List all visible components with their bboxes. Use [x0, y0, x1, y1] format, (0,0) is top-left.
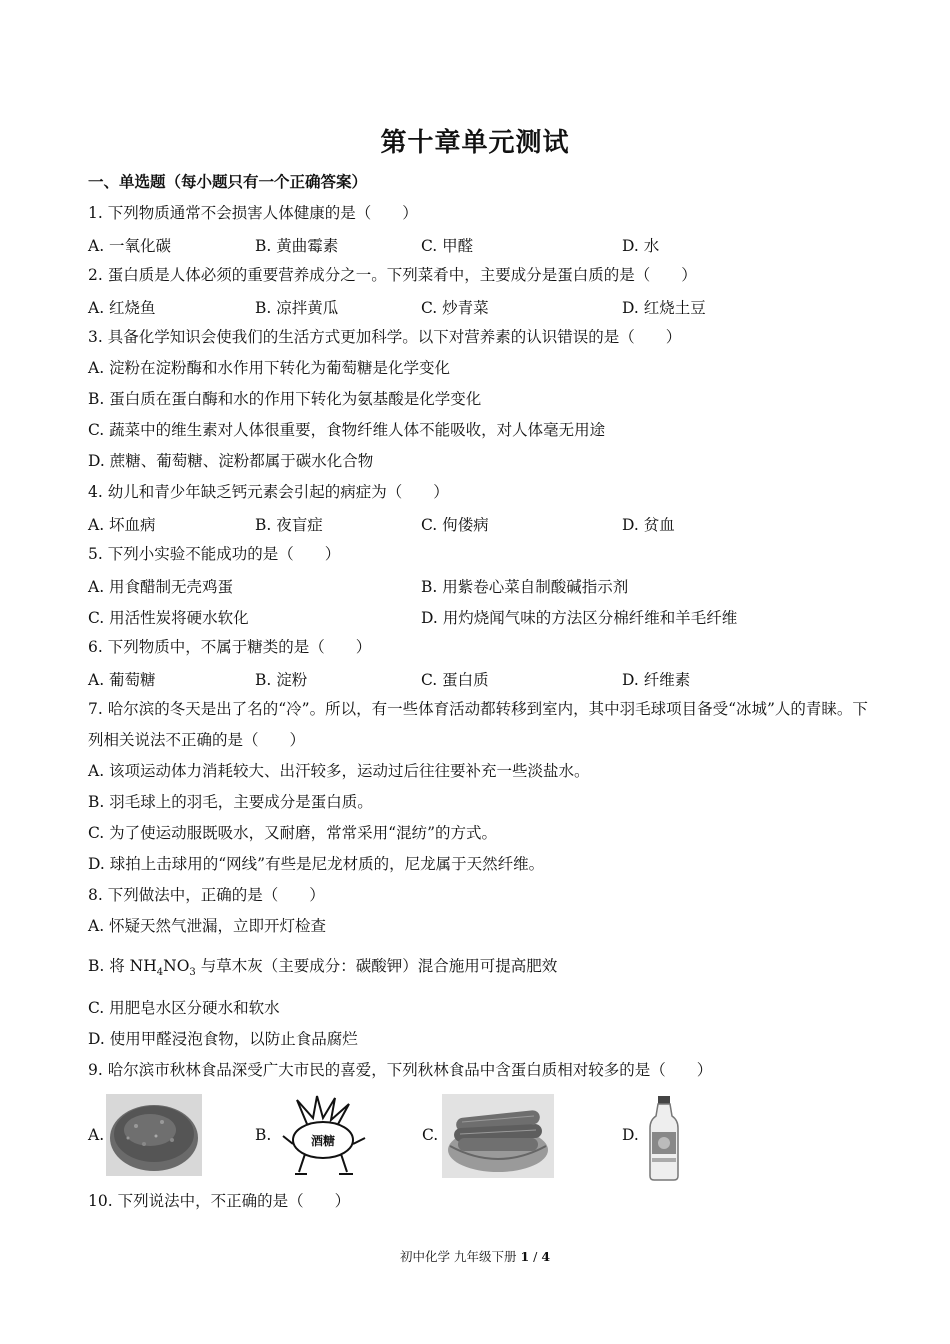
question-4-stem: 4. 幼儿和青少年缺乏钙元素会引起的病症为（ ）	[88, 483, 449, 501]
option-a: A. 葡萄糖	[88, 671, 156, 689]
question-1-stem: 1. 下列物质通常不会损害人体健康的是（ ）	[88, 204, 418, 222]
question-8-option-b: B. 将 $NH_4NO_3$ 与草木灰（主要成分：碳酸钾）混合施用可提高肥效	[88, 957, 558, 978]
option-d: D. 水	[622, 237, 660, 255]
option-c: C. 甲醛	[421, 237, 474, 255]
option-b: B. 淀粉	[255, 671, 308, 689]
option-b: B. 凉拌黄瓜	[255, 299, 339, 317]
question-7-stem: 7. 哈尔滨的冬天是出了名的“冷”。所以，有一些体育活动都转移到室内，其中羽毛球项目备受“冰城”人的青睐。下列相关说法不正确的是（ ）	[88, 700, 868, 749]
page-footer: 初中化学 九年级下册 1 / 4	[399, 1249, 551, 1264]
option-c: C. 蛋白质	[421, 671, 489, 689]
option-d: D. 用灼烧闻气味的方法区分棉纤维和羊毛纤维	[421, 609, 738, 627]
question-6-options	[88, 668, 878, 688]
question-3-stem: 3. 具备化学知识会使我们的生活方式更加科学。以下对营养素的认识错误的是（ ）	[88, 328, 682, 346]
question-5-options-cd	[88, 606, 878, 626]
question-3-option-b: B. 蛋白质在蛋白酶和水的作用下转化为氨基酸是化学变化	[88, 390, 482, 408]
question-8-option-d: D. 使用甲醛浸泡食物，以防止食品腐烂	[88, 1030, 358, 1048]
option-b: B. 用紫卷心菜自制酸碱指示剂	[421, 578, 629, 596]
section-heading: 一、单选题（每小题只有一个正确答案）	[88, 172, 368, 191]
question-2-options	[88, 296, 878, 316]
question-9-option-c: C.	[422, 1094, 562, 1178]
page-title: 第十章单元测试	[380, 128, 570, 158]
option-c: C. 用活性炭将硬水软化	[88, 609, 249, 627]
option-a: A. 用食醋制无壳鸡蛋	[88, 578, 234, 596]
question-7-option-c: C. 为了使运动服既吸水，又耐磨，常常采用“混纺”的方式。	[88, 824, 498, 842]
sausages-image	[442, 1094, 554, 1178]
option-a: A. 红烧鱼	[88, 299, 156, 317]
question-2-stem: 2. 蛋白质是人体必须的重要营养成分之一。下列菜肴中，主要成分是蛋白质的是（ ）	[88, 266, 697, 284]
option-a: A. 坏血病	[88, 516, 156, 534]
candy-mascot-image	[277, 1094, 369, 1178]
question-8-stem: 8. 下列做法中，正确的是（ ）	[88, 886, 325, 904]
question-3-option-a: A. 淀粉在淀粉酶和水作用下转化为葡萄糖是化学变化	[88, 359, 451, 377]
candy-label: 酒糖	[310, 1134, 336, 1148]
question-8-option-c: C. 用肥皂水区分硬水和软水	[88, 999, 280, 1017]
question-5-stem: 5. 下列小实验不能成功的是（ ）	[88, 545, 341, 563]
option-b: B. 黄曲霉素	[255, 237, 339, 255]
option-d: D. 纤维素	[622, 671, 691, 689]
question-8-option-a: A. 怀疑天然气泄漏，立即开灯检查	[88, 917, 327, 935]
option-c: C. 炒青菜	[421, 299, 489, 317]
question-9-stem: 9. 哈尔滨市秋林食品深受广大市民的喜爱，下列秋林食品中含蛋白质相对较多的是（ ）	[88, 1061, 713, 1079]
question-10-stem: 10. 下列说法中，不正确的是（ ）	[88, 1192, 351, 1210]
question-4-options	[88, 513, 878, 533]
option-c: C. 佝偻病	[421, 516, 489, 534]
bread-image	[106, 1094, 202, 1176]
question-1-options	[88, 234, 878, 254]
option-a: A. 一氧化碳	[88, 237, 172, 255]
question-5-options-ab	[88, 575, 878, 595]
question-9-option-a: A.	[88, 1094, 208, 1178]
question-6-stem: 6. 下列物质中，不属于糖类的是（ ）	[88, 638, 372, 656]
question-7-option-b: B. 羽毛球上的羽毛，主要成分是蛋白质。	[88, 793, 373, 811]
question-7-option-d: D. 球拍上击球用的“网线”有些是尼龙材质的，尼龙属于天然纤维。	[88, 855, 545, 873]
question-9-option-b: B. 酒糖	[255, 1094, 375, 1178]
bottle-image	[644, 1094, 684, 1182]
option-b: B. 夜盲症	[255, 516, 323, 534]
option-d: D. 贫血	[622, 516, 675, 534]
question-9-option-d: D.	[622, 1094, 742, 1178]
option-d: D. 红烧土豆	[622, 299, 706, 317]
question-3-option-c: C. 蔬菜中的维生素对人体很重要，食物纤维人体不能吸收，对人体毫无用途	[88, 421, 606, 439]
question-7-option-a: A. 该项运动体力消耗较大、出汗较多，运动过后往往要补充一些淡盐水。	[88, 762, 590, 780]
question-3-option-d: D. 蔗糖、葡萄糖、淀粉都属于碳水化合物	[88, 452, 374, 470]
